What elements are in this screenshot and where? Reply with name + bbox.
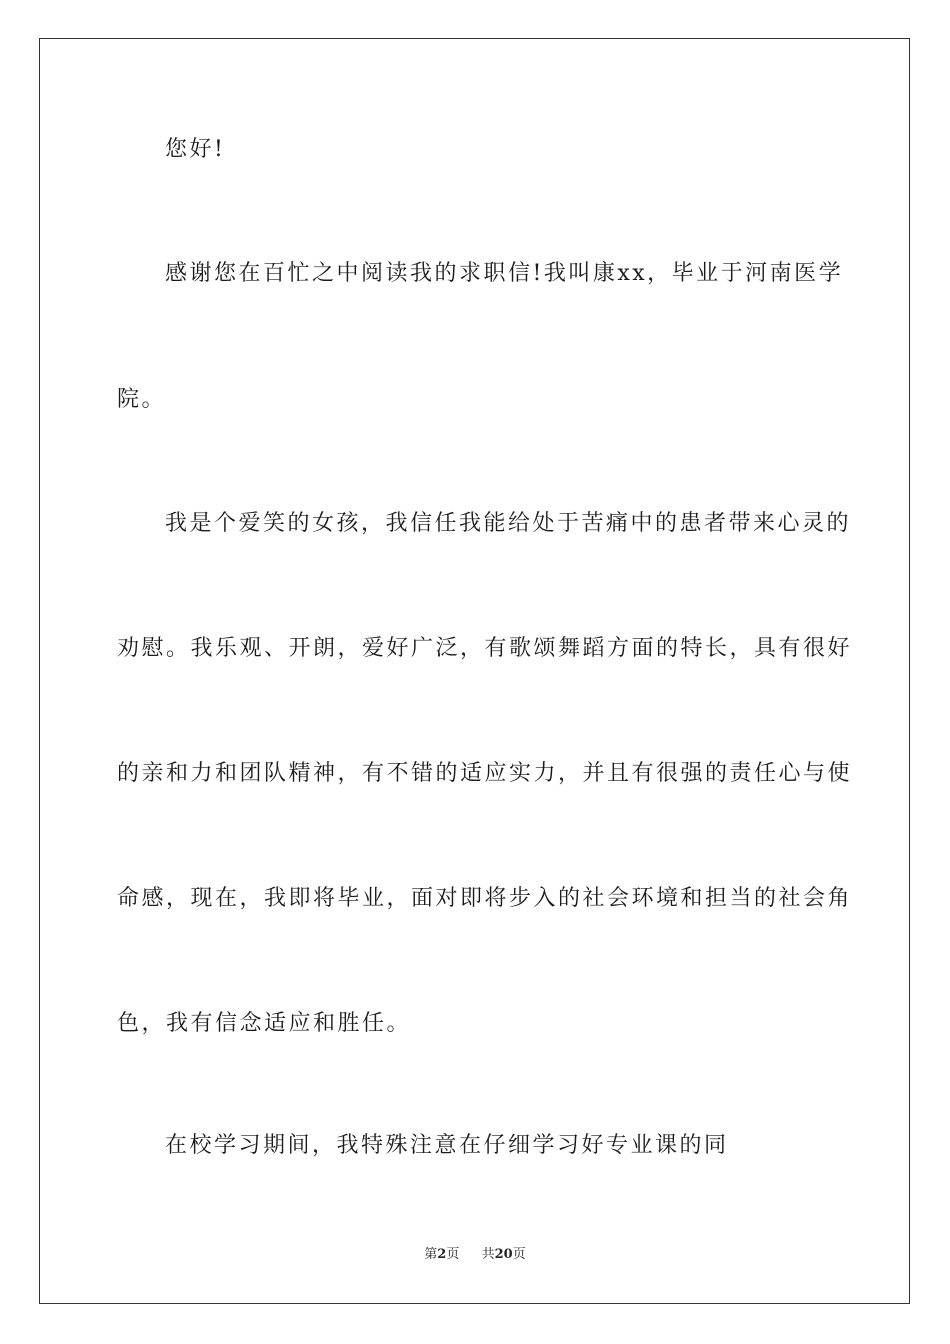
paragraph-3-line-1: 在校学习期间，我特殊注意在仔细学习好专业课的同 xyxy=(165,1133,729,1158)
page-suffix: 页 xyxy=(446,1247,460,1262)
paragraph-2-line-5: 色，我有信念适应和胜任。 xyxy=(117,1011,412,1036)
paragraph-2-line-4: 命感，现在，我即将毕业，面对即将步入的社会环境和担当的社会角 xyxy=(117,886,853,911)
total-pages-indicator xyxy=(482,1246,526,1264)
page-number: 2 xyxy=(437,1247,447,1262)
paragraph-2-line-2: 劝慰。我乐观、开朗，爱好广泛，有歌颂舞蹈方面的特长，具有很好 xyxy=(117,636,853,661)
page-border xyxy=(39,38,910,1304)
paragraph-1-line-2: 院。 xyxy=(117,387,167,412)
page-indicator xyxy=(424,1246,459,1264)
total-prefix: 共 xyxy=(481,1247,495,1262)
page-prefix: 第 xyxy=(424,1247,438,1262)
paragraph-1-line-1: 感谢您在百忙之中阅读我的求职信!我叫康xx，毕业于河南医学 xyxy=(165,261,844,286)
paragraph-2-line-3: 的亲和力和团队精神，有不错的适应实力，并且有很强的责任心与使 xyxy=(117,761,853,786)
page-footer xyxy=(0,1246,950,1264)
total-pages: 20 xyxy=(494,1247,513,1262)
total-suffix: 页 xyxy=(512,1247,526,1262)
paragraph-2-line-1: 我是个爱笑的女孩，我信任我能给处于苦痛中的患者带来心灵的 xyxy=(165,511,852,536)
greeting-line: 您好! xyxy=(165,137,226,162)
